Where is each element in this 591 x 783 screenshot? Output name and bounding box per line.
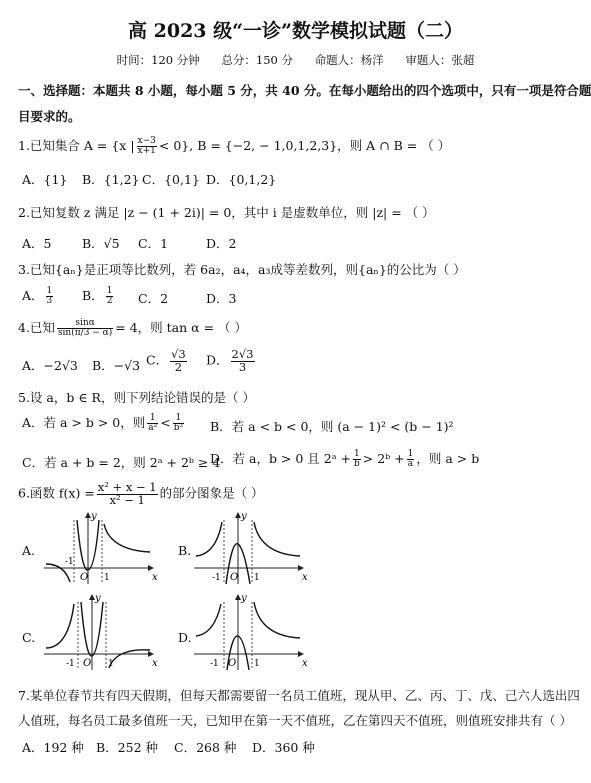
q1-option-d: D．{0,1,2} bbox=[206, 172, 277, 187]
question-3: 3.已知{aₙ}是正项等比数列，若 6a₂，a₄，a₃成等差数列，则{aₙ}的公比为（ ） bbox=[18, 262, 466, 277]
q4-option-a: A．−2√3 bbox=[22, 358, 78, 373]
svg-text:y: y bbox=[241, 511, 247, 522]
svg-text:x: x bbox=[302, 658, 308, 669]
question-6: 6.函数 f(x) = $\frac{\text{x² + x − 1}}{\text{x² − 1}}$ 的部分图象是（ ） bbox=[18, 480, 264, 507]
q4-option-d: D． $\frac{2√3}{3}$ bbox=[206, 347, 254, 374]
exam-reviewer: 审题人：张超 bbox=[405, 53, 475, 67]
question-4: 4.已知 $\frac{\sin\alpha}{\sin(\pi/3 - \alpha)}$ = 4，则 tan α = （ ） bbox=[18, 318, 247, 338]
svg-text:1: 1 bbox=[108, 659, 114, 669]
q7-option-c: C．268 种 bbox=[174, 740, 237, 755]
svg-text:O: O bbox=[228, 658, 237, 669]
q7-option-d: D．360 种 bbox=[252, 740, 315, 755]
q3-option-c: C．2 bbox=[138, 291, 169, 306]
q3-option-a: A． $\frac{1}{3}$ bbox=[22, 286, 53, 306]
q2-option-b: B．√5 bbox=[82, 236, 120, 251]
svg-text:O: O bbox=[230, 572, 239, 583]
q5-option-d: D．若 a，b > 0 且 2ᵃ + $\frac{1}{b}$ > 2ᵇ + $\frac{1}{a}$ ，则 a > b bbox=[210, 449, 480, 469]
q7-option-a: A．192 种 bbox=[22, 740, 84, 755]
exam-score: 总分：150 分 bbox=[221, 53, 294, 67]
graph-a-label: A. bbox=[22, 543, 36, 558]
graph-d-label: D. bbox=[178, 630, 192, 645]
exam-author: 命题人：杨洋 bbox=[314, 53, 384, 67]
q2-option-c: C．1 bbox=[138, 236, 169, 251]
question-5: 5.设 a，b ∈ R，则下列结论错误的是（ ） bbox=[18, 390, 255, 405]
graph-b bbox=[190, 510, 308, 586]
svg-text:O: O bbox=[83, 658, 92, 669]
svg-text:-1: -1 bbox=[210, 659, 219, 669]
q3-option-d: D．3 bbox=[206, 291, 237, 306]
q5-option-a: A．若 a > b > 0，则 $\frac{1}{\text{a²}}$ < $\frac{1}{\text{b²}}$ bbox=[22, 413, 184, 433]
question-2: 2.已知复数 z 满足 |z − (1 + 2i)| = 0，其中 i 是虚数单位，则 |z| = （ ） bbox=[18, 205, 435, 220]
q7-option-b: B．252 种 bbox=[96, 740, 159, 755]
exam-time: 时间：120 分钟 bbox=[116, 53, 200, 67]
exam-meta bbox=[0, 52, 591, 68]
q1-fraction: $\frac{x-3}{x+1}$ bbox=[137, 136, 156, 156]
graph-b-label: B. bbox=[178, 543, 192, 558]
svg-text:x: x bbox=[152, 572, 158, 583]
svg-text:y: y bbox=[241, 593, 247, 604]
svg-text:O: O bbox=[80, 572, 89, 583]
svg-text:y: y bbox=[91, 511, 97, 522]
svg-text:y: y bbox=[95, 593, 101, 604]
graph-c bbox=[40, 592, 158, 672]
svg-text:x: x bbox=[302, 572, 308, 583]
graph-a bbox=[40, 510, 158, 586]
q4-fraction: $\frac{\sin\alpha}{\sin(\pi/3 - \alpha)}$ bbox=[57, 318, 113, 338]
svg-text:1: 1 bbox=[254, 659, 260, 669]
q2-option-a: A．5 bbox=[22, 236, 52, 251]
graph-d bbox=[190, 592, 308, 672]
svg-text:1: 1 bbox=[254, 573, 260, 583]
q5-option-c: C．若 a + b = 2，则 2ᵃ + 2ᵇ ≥ 4 bbox=[22, 455, 221, 470]
q6-fraction: $\frac{\text{x² + x − 1}}{\text{x² − 1}}$ bbox=[97, 480, 157, 507]
q4-option-b: B．−√3 bbox=[92, 358, 141, 373]
q2-option-d: D．2 bbox=[206, 236, 237, 251]
page-title: 高 2023 级“一诊”数学模拟试题（二） bbox=[128, 20, 463, 42]
svg-text:-1: -1 bbox=[212, 573, 221, 583]
graph-c-label: C. bbox=[22, 630, 36, 645]
question-7-line1: 7.某单位春节共有四天假期，但每天都需要留一名员工值班，现从甲、乙、丙、丁、戊、己六人选出四 bbox=[18, 688, 580, 703]
question-7-line2: 人值班，每名员工最多值班一天，已知甲在第一天不值班，乙在第四天不值班，则值班安排共有（ ） bbox=[18, 713, 572, 728]
svg-text:-1: -1 bbox=[65, 557, 74, 567]
q1-option-c: C．{0,1} bbox=[142, 172, 200, 187]
svg-text:x: x bbox=[152, 658, 158, 669]
question-1: 1.已知集合 A = {x | $\frac{x-3}{x+1}$ < 0}, B = {−2, − 1,0,1,2,3}，则 A ∩ B = （ ） bbox=[18, 136, 451, 156]
q1-option-a: A．{1} bbox=[22, 172, 68, 187]
section-heading-line2: 目要求的。 bbox=[18, 109, 81, 124]
q5-option-b: B．若 a < b < 0，则 (a − 1)² < (b − 1)² bbox=[210, 419, 454, 434]
q1-option-b: B．{1,2} bbox=[82, 172, 140, 187]
svg-text:1: 1 bbox=[104, 573, 110, 583]
section-heading-line1: 一、选择题：本题共 8 小题，每小题 5 分，共 40 分。在每小题给出的四个选项中，只有一项是符合题 bbox=[18, 83, 591, 98]
svg-text:-1: -1 bbox=[66, 659, 75, 669]
q3-option-b: B． $\frac{1}{2}$ bbox=[82, 286, 113, 306]
q4-option-c: C． $\frac{√3}{2}$ bbox=[146, 347, 186, 374]
